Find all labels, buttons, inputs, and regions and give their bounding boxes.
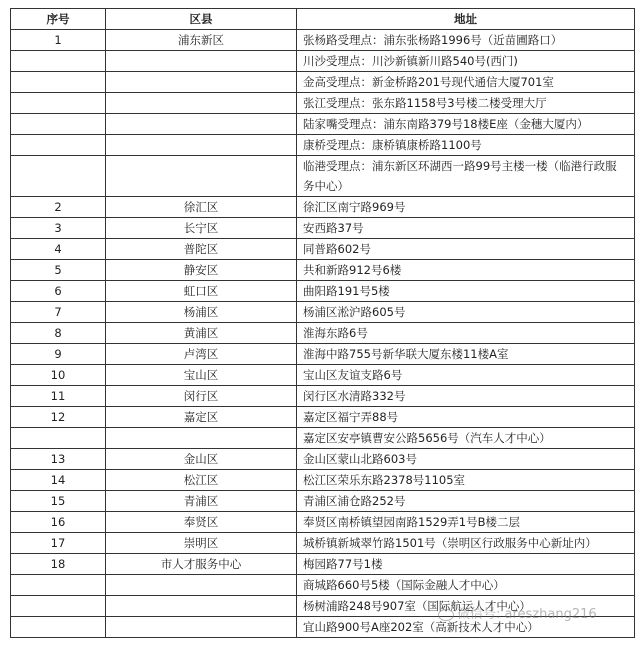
table-row — [11, 554, 635, 575]
cell-address: 淮海中路755号新华联大厦东楼11楼A室 — [297, 344, 635, 365]
cell-district — [106, 114, 297, 135]
table-row — [11, 260, 635, 281]
cell-district — [106, 617, 297, 638]
table-row — [11, 197, 635, 218]
cell-no — [11, 51, 106, 72]
table-row — [11, 344, 635, 365]
cell-address: 安西路37号 — [297, 218, 635, 239]
table-row — [11, 51, 635, 72]
cell-no — [11, 135, 106, 156]
cell-no — [11, 72, 106, 93]
cell-district: 奉贤区 — [106, 512, 297, 533]
cell-address: 曲阳路191号5楼 — [297, 281, 635, 302]
table-row — [11, 323, 635, 344]
cell-address: 川沙受理点：川沙新镇新川路540号(西门) — [297, 51, 635, 72]
cell-address: 淮海东路6号 — [297, 323, 635, 344]
cell-address: 嘉定区安亭镇曹安公路5656号（汽车人才中心） — [297, 428, 635, 449]
cell-address: 奉贤区南桥镇望园南路1529弄1号B楼二层 — [297, 512, 635, 533]
cell-district — [106, 93, 297, 114]
cell-district: 虹口区 — [106, 281, 297, 302]
cell-address: 杨浦区淞沪路605号 — [297, 302, 635, 323]
table-row — [11, 533, 635, 554]
cell-no: 14 — [11, 470, 106, 491]
cell-district: 长宁区 — [106, 218, 297, 239]
table-row — [11, 512, 635, 533]
cell-address: 商城路660号5楼（国际金融人才中心） — [297, 575, 635, 596]
table-row — [11, 428, 635, 449]
cell-district: 杨浦区 — [106, 302, 297, 323]
cell-no — [11, 596, 106, 617]
cell-district — [106, 575, 297, 596]
cell-district: 浦东新区 — [106, 30, 297, 51]
cell-district: 静安区 — [106, 260, 297, 281]
cell-no — [11, 93, 106, 114]
table-row — [11, 30, 635, 51]
table-header-row — [11, 9, 635, 30]
cell-no: 4 — [11, 239, 106, 260]
cell-address: 嘉定区福宁弄88号 — [297, 407, 635, 428]
cell-district — [106, 596, 297, 617]
table-row — [11, 281, 635, 302]
cell-address: 城桥镇新城翠竹路1501号（崇明区行政服务中心新址内） — [297, 533, 635, 554]
cell-no — [11, 156, 106, 197]
cell-no: 11 — [11, 386, 106, 407]
cell-address: 闵行区水清路332号 — [297, 386, 635, 407]
cell-address: 松江区荣乐东路2378号1105室 — [297, 470, 635, 491]
table-row — [11, 470, 635, 491]
cell-district — [106, 135, 297, 156]
cell-address: 同普路602号 — [297, 239, 635, 260]
cell-no: 8 — [11, 323, 106, 344]
cell-address: 康桥受理点：康桥镇康桥路1100号 — [297, 135, 635, 156]
cell-no: 16 — [11, 512, 106, 533]
cell-district: 崇明区 — [106, 533, 297, 554]
cell-address: 共和新路912号6楼 — [297, 260, 635, 281]
cell-address: 梅园路77号1楼 — [297, 554, 635, 575]
cell-district: 闵行区 — [106, 386, 297, 407]
cell-district: 青浦区 — [106, 491, 297, 512]
table-row — [11, 386, 635, 407]
table-row — [11, 239, 635, 260]
table-row — [11, 156, 635, 197]
cell-no: 17 — [11, 533, 106, 554]
header-no: 序号 — [11, 9, 106, 30]
cell-no — [11, 575, 106, 596]
cell-address: 金高受理点：新金桥路201号现代通信大厦701室 — [297, 72, 635, 93]
cell-district — [106, 428, 297, 449]
table-row — [11, 407, 635, 428]
cell-district — [106, 72, 297, 93]
table-row — [11, 135, 635, 156]
cell-district: 松江区 — [106, 470, 297, 491]
wechat-icon — [438, 609, 454, 621]
table-row — [11, 302, 635, 323]
cell-address: 张杨路受理点：浦东张杨路1996号（近苗圃路口） — [297, 30, 635, 51]
cell-address: 青浦区浦仓路252号 — [297, 491, 635, 512]
table-row — [11, 575, 635, 596]
table-row — [11, 218, 635, 239]
cell-address: 陆家嘴受理点：浦东南路379号18楼E座（金穗大厦内） — [297, 114, 635, 135]
watermark: 微信号: areszhang216 — [438, 603, 597, 622]
cell-address: 徐汇区南宁路969号 — [297, 197, 635, 218]
table-row — [11, 114, 635, 135]
table-row — [11, 72, 635, 93]
cell-no: 9 — [11, 344, 106, 365]
cell-no: 12 — [11, 407, 106, 428]
cell-address: 临港受理点：浦东新区环湖西一路99号主楼一楼（临港行政服务中心） — [297, 156, 635, 197]
table-row — [11, 93, 635, 114]
address-table — [10, 8, 635, 638]
cell-address: 金山区蒙山北路603号 — [297, 449, 635, 470]
cell-district: 黄浦区 — [106, 323, 297, 344]
cell-address: 张江受理点：张东路1158号3号楼二楼受理大厅 — [297, 93, 635, 114]
cell-no — [11, 114, 106, 135]
cell-district: 金山区 — [106, 449, 297, 470]
cell-address: 宜山路900号A座202室（高新技术人才中心） — [297, 617, 635, 638]
cell-no: 7 — [11, 302, 106, 323]
cell-no: 13 — [11, 449, 106, 470]
cell-district: 嘉定区 — [106, 407, 297, 428]
cell-district: 卢湾区 — [106, 344, 297, 365]
cell-no: 15 — [11, 491, 106, 512]
table-row — [11, 449, 635, 470]
table-row — [11, 365, 635, 386]
cell-no: 1 — [11, 30, 106, 51]
cell-no: 10 — [11, 365, 106, 386]
cell-no — [11, 617, 106, 638]
cell-district: 市人才服务中心 — [106, 554, 297, 575]
header-address: 地址 — [297, 9, 635, 30]
cell-district — [106, 156, 297, 197]
cell-district: 徐汇区 — [106, 197, 297, 218]
cell-no: 3 — [11, 218, 106, 239]
cell-district: 宝山区 — [106, 365, 297, 386]
table-row — [11, 491, 635, 512]
cell-district: 普陀区 — [106, 239, 297, 260]
cell-district — [106, 51, 297, 72]
cell-address: 宝山区友谊支路6号 — [297, 365, 635, 386]
cell-no: 18 — [11, 554, 106, 575]
cell-address: 杨树浦路248号907室（国际航运人才中心） — [297, 596, 635, 617]
cell-no — [11, 428, 106, 449]
header-district: 区县 — [106, 9, 297, 30]
cell-no: 6 — [11, 281, 106, 302]
cell-no: 2 — [11, 197, 106, 218]
cell-no: 5 — [11, 260, 106, 281]
